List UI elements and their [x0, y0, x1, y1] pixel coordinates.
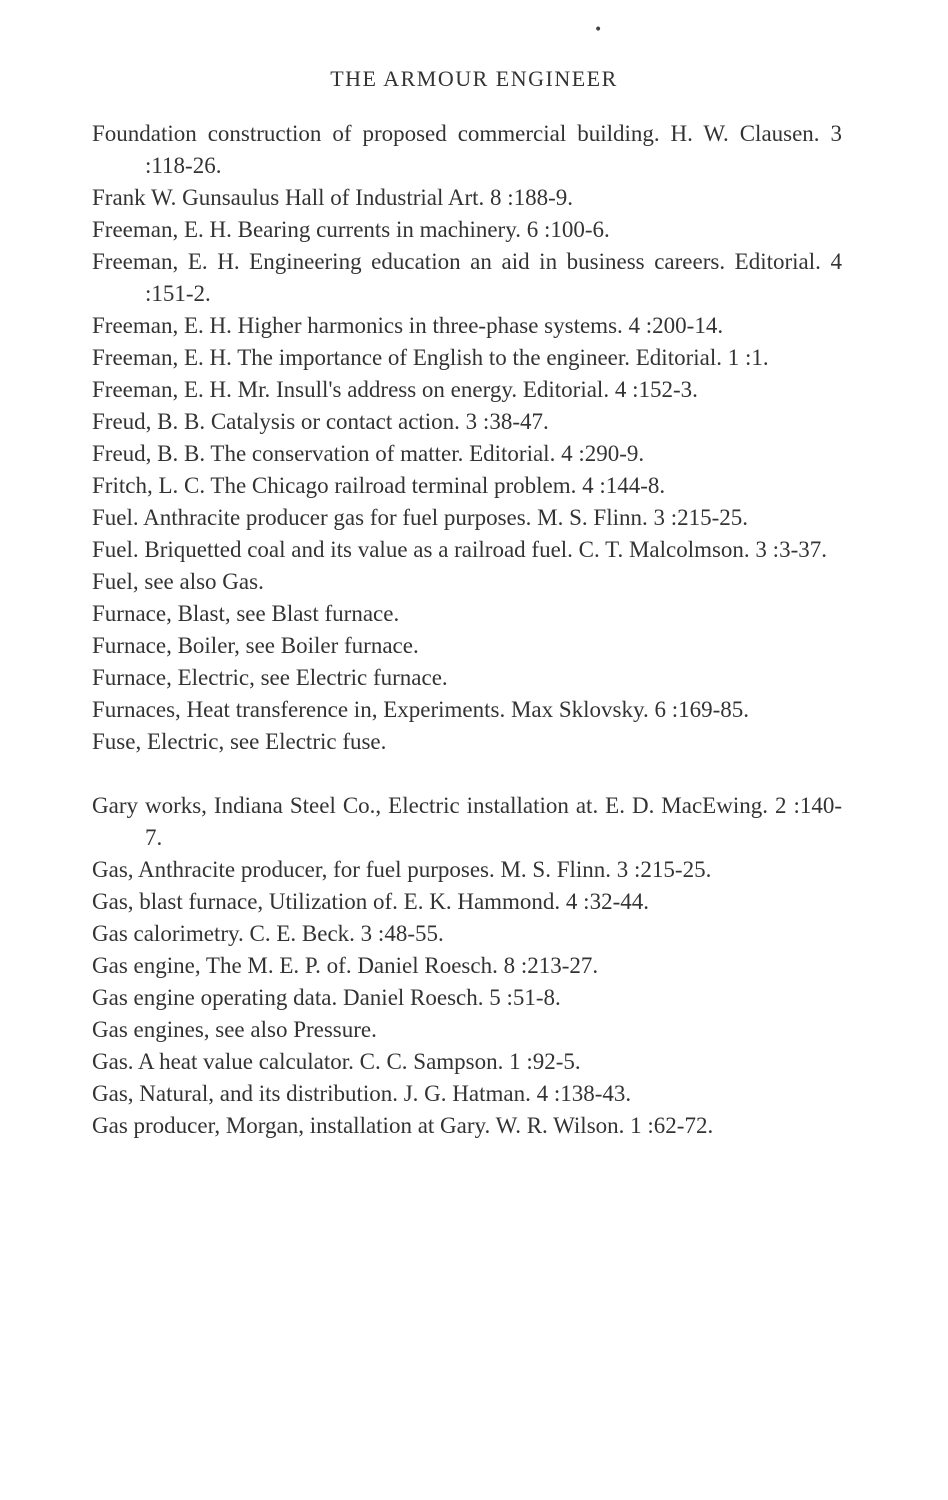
index-entry: Freud, B. B. The conservation of matter. Editorial. 4 :290-9.: [92, 441, 645, 466]
index-entry: Fuel, see also Gas.: [92, 569, 264, 594]
index-entry: Gas engine, The M. E. P. of. Daniel Roesch. 8 :213-27.: [92, 953, 599, 978]
index-entry: Gary works, Indiana Steel Co., Electric installation at. E. D. MacEwing. 2 :140-7.: [92, 793, 842, 850]
index-entry: Furnace, Electric, see Electric furnace.: [92, 665, 448, 690]
index-entry: Furnace, Boiler, see Boiler furnace.: [92, 633, 419, 658]
index-entry: Gas producer, Morgan, installation at Gary. W. R. Wilson. 1 :62-72.: [92, 1113, 714, 1138]
index-entry: Freud, B. B. Catalysis or contact action. 3 :38-47.: [92, 409, 549, 434]
index-entry: Freeman, E. H. Engineering education an aid in business careers. Editorial. 4 :151-2.: [92, 249, 842, 306]
index-entry: Gas, Natural, and its distribution. J. G. Hatman. 4 :138-43.: [92, 1081, 632, 1106]
index-entry: Gas engines, see also Pressure.: [92, 1017, 377, 1042]
index-entries: [92, 118, 842, 1142]
index-entry: Fuel. Briquetted coal and its value as a railroad fuel. C. T. Malcolmson. 3 :3-37.: [92, 537, 827, 562]
index-entry: Freeman, E. H. Mr. Insull's address on energy. Editorial. 4 :152-3.: [92, 377, 698, 402]
section-gap: [92, 758, 842, 790]
index-entry: Gas, Anthracite producer, for fuel purposes. M. S. Flinn. 3 :215-25.: [92, 857, 712, 882]
index-entry: Gas engine operating data. Daniel Roesch. 5 :51-8.: [92, 985, 561, 1010]
index-entry: Freeman, E. H. The importance of English to the engineer. Editorial. 1 :1.: [92, 345, 769, 370]
index-entry: Fritch, L. C. The Chicago railroad terminal problem. 4 :144-8.: [92, 473, 666, 498]
index-entry: Gas. A heat value calculator. C. C. Sampson. 1 :92-5.: [92, 1049, 581, 1074]
page-speck: •: [594, 22, 603, 38]
index-entry: Furnace, Blast, see Blast furnace.: [92, 601, 400, 626]
running-head: THE ARMOUR ENGINEER: [330, 66, 618, 91]
index-entry: Gas, blast furnace, Utilization of. E. K. Hammond. 4 :32-44.: [92, 889, 649, 914]
index-entry: Freeman, E. H. Bearing currents in machinery. 6 :100-6.: [92, 217, 610, 242]
index-entry: Freeman, E. H. Higher harmonics in three-phase systems. 4 :200-14.: [92, 313, 724, 338]
index-entry: Fuse, Electric, see Electric fuse.: [92, 729, 387, 754]
index-entry: Fuel. Anthracite producer gas for fuel purposes. M. S. Flinn. 3 :215-25.: [92, 505, 749, 530]
index-entry: Frank W. Gunsaulus Hall of Industrial Art. 8 :188-9.: [92, 185, 574, 210]
index-entry: Foundation construction of proposed commercial building. H. W. Clausen. 3 :118-26.: [92, 121, 842, 178]
index-entry: Gas calorimetry. C. E. Beck. 3 :48-55.: [92, 921, 444, 946]
index-entry: Furnaces, Heat transference in, Experiments. Max Sklovsky. 6 :169-85.: [92, 697, 750, 722]
